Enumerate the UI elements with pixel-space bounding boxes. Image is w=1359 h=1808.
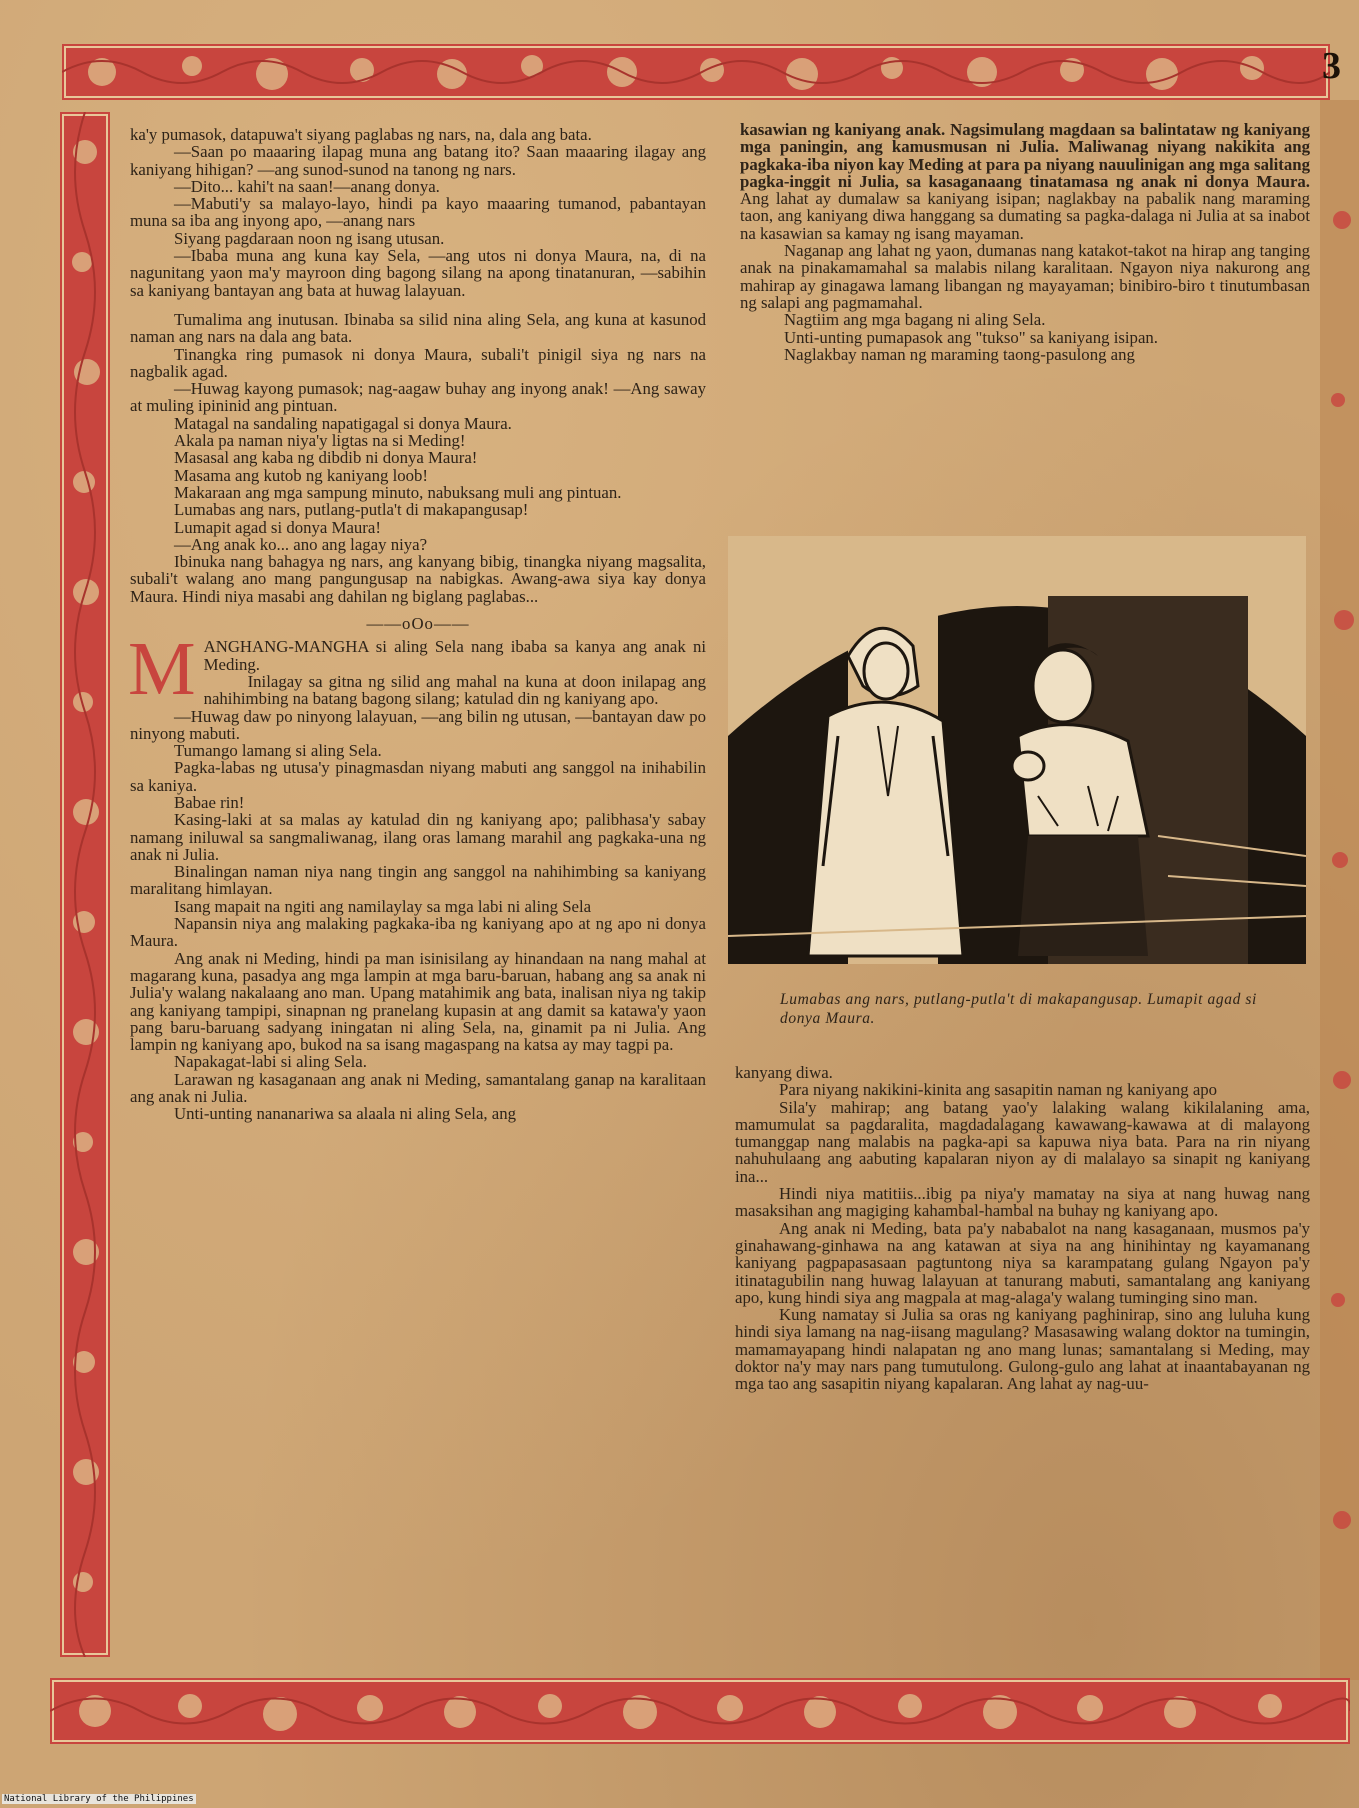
paragraph: Sila'y mahirap; ang batang yao'y lalaking walang kikilalaning ama, mamumulat sa pagdaralita, magdadalagang kawawang-kawawa at di malayong tumanggap nang malabis na pagka-api sa kapuwa niya bata. Para na rin niyang nahuhulaang ang aabuting kapalaran niyon ay di malalayo sa sinapit ng kaniyang ina... xyxy=(735,1097,1310,1186)
woodcut-illustration xyxy=(728,536,1306,964)
paragraph: ka'y pumasok, datapuwa't siyang paglabas ng nars, na, dala ang bata. xyxy=(130,125,592,144)
paragraph: Ang anak ni Meding, hindi pa man isinisilang ay hinandaan na nang mahal at magarang kuna, pasadya ang mga lampin at mga baru-baruan, habang ang sa anak ni Julia'y walang nakalaang ano man. Upang matahimik ang bata, inalisan niya ng takip ang kaniyang tampipi, sinapnan ng pranelang kupasin at ang damit sa katawa'y yaon pang baru-baruang sadyang iningatan ni aling Sela, na, ginamit pa ni Julia. Ang lampin ng kaniyang apo, bukod na sa isang magaspang na katsa ay may tagpi pa. xyxy=(130,948,706,1055)
paragraph: —Saan po maaaring ilapag muna ang batang ito? Saan maaaring ilagay ang kaniyang hihigan? —ang sunod-sunod na tanong ng nars. xyxy=(130,142,706,179)
bold-lead-text: kasawian ng kaniyang anak. Nagsimulang magdaan sa balintataw ng kaniyang mga paningin, ang kamusmusan ni Julia. Maliwanag niyang nakikita ang pagkaka-iba niyon kay Meding at para pa niyang nauulinigan ang mga salitang pagka-inggit ni Julia, sa kasaganaang tinatamasa ng anak ni donya Maura. xyxy=(740,120,1310,191)
paragraph: —Huwag kayong pumasok; nag-aagaw buhay ang inyong anak! —Ang saway at muling ipininid ang pintuan. xyxy=(130,379,706,416)
paragraph: —Huwag daw po ninyong lalayuan, —ang bilin ng utusan, —bantayan daw po ninyong mabuti. xyxy=(130,706,706,743)
page-number: 3 xyxy=(1322,45,1341,87)
lead-continuation: Ang lahat ay dumalaw sa kaniyang isipan; naglakbay na pabalik nang maraming taon, ang kaniyang diwa hanggang sa dumating sa pagka-dalaga ni Julia at sa inabot na kasawian sa kamay ng isang mayaman. xyxy=(740,189,1310,243)
paragraph: Kung namatay si Julia sa oras ng kaniyang paghinirap, sino ang luluha kung hindi siya lamang na nag-iisang magulang? Masasawing walang doktor na tumingin, mamamayapang hindi nalapatan ng ano mang lunas; samantalang si Meding, may doktor na'y may nars pang tumutulong. Gulong-gulo ang lahat at inaantabayanan ng mga tao ang sasapitin niyang kapalaran. Ang lahat ay nag-uu- xyxy=(735,1305,1310,1394)
illustration-caption: Lumabas ang nars, putlang-putla't di makapangusap. Lumapit agad si donya Maura. xyxy=(780,991,1257,1027)
paragraph: Hindi niya matitiis...ibig pa niya'y mamatay na siya at nang huwag nang masaksihan ang magiging kahambal-hambal na buhay ng kaniyang apo. xyxy=(735,1184,1310,1221)
paragraph: Tumalima ang inutusan. Ibinaba sa silid nina aling Sela, ang kuna at kasunod naman ang nars na dala ang bata. xyxy=(130,309,706,347)
left-column xyxy=(130,126,706,1123)
paragraph: Ang anak ni Meding, bata pa'y nababalot na nang kasaganaan, musmos pa'y ginahawang-ginhawa na ang katawan at siya na ang hinihintay ng kayamanang kaniyang pagpapasasaan pagtuntong niya sa karampatang gulang Ngayon pa'y itinatagubilin nang huwag lalayuan at tanurang mabuti, samantalang ang kaniyang apo, kung hindi siya ang magpala at mag-alaga'y walang tuminging sino man. xyxy=(735,1218,1310,1307)
paragraph: Siyang pagdaraan noon ng isang utusan. xyxy=(174,228,445,248)
paragraph: Lumapit agad si donya Maura! xyxy=(174,517,381,537)
dropcap-paragraph xyxy=(128,627,706,712)
paragraph: Larawan ng kasaganaan ang anak ni Meding, samantalang ganap na karalitaan ang anak ni Julia. xyxy=(130,1069,706,1107)
library-credit: National Library of the Philippines xyxy=(4,1794,194,1804)
paragraph: Masasal ang kaba ng dibdib ni donya Maura! xyxy=(174,448,478,468)
paragraph: Lumabas ang nars, putlang-putla't di makapangusap! xyxy=(174,500,529,520)
paragraph: Unti-unting nananariwa sa alaala ni aling Sela, ang xyxy=(174,1104,517,1124)
dropcap-letter: M xyxy=(128,627,196,712)
left-decorative-border xyxy=(60,112,110,1657)
paragraph: Napansin niya ang malaking pagkaka-iba ng kaniyang apo at ng apo ni donya Maura. xyxy=(130,914,706,951)
paragraph: Kasing-laki at sa malas ay katulad din ng kaniyang apo; palibhasa'y sabay namang iniluwal sa sangmaliwanag, ilang oras lamang marahil ang pagkaka-una ng anak ni Julia. xyxy=(130,810,706,864)
paragraph: Tumango lamang si aling Sela. xyxy=(174,741,382,761)
paragraph: Makaraan ang mga sampung minuto, nabuksang muli ang pintuan. xyxy=(174,482,622,502)
paragraph: —Mabuti'y sa malayo-layo, hindi pa kayo maaaring tumanod, pabantayan muna sa iba ang inyong apo, —anang nars xyxy=(130,194,706,231)
paragraph: Unti-unting pumapasok ang "tukso" sa kaniyang isipan. xyxy=(784,327,1158,347)
paragraph: —Ang anak ko... ano ang lagay niya? xyxy=(174,534,428,554)
paragraph: Masama ang kutob ng kaniyang loob! xyxy=(174,465,428,485)
paragraph: Ibinuka nang bahagya ng nars, ang kanyang bibig, tinangka niyang magsalita, subali't walang ano mang pangungusap na nabigkas. Awang-awa siya kay donya Maura. Hindi niya masabi ang dahilan ng biglang paglabas... xyxy=(130,552,706,606)
paragraph: —Ibaba muna ang kuna kay Sela, —ang utos ni donya Maura, na, di na nagunitang yaon ma'y mayroon ding bagong silang na apong tinatanuran, —sabihin sa kaniyang bantayan ang bata at huwag lalayuan. xyxy=(130,246,706,300)
right-decorative-border xyxy=(1320,100,1359,1680)
paragraph: —Dito... kahi't na saan!—anang donya. xyxy=(174,176,440,196)
paragraph: Binalingan naman niya nang tingin ang sanggol na nahihimbing sa kaniyang maralitang himlayan. xyxy=(130,862,706,899)
paragraph: Babae rin! xyxy=(174,792,245,812)
nurse-and-donya-illustration xyxy=(728,536,1306,964)
top-decorative-border xyxy=(62,44,1330,100)
paragraph: Akala pa naman niya'y ligtas na si Meding! xyxy=(174,431,466,451)
paragraph: Napakagat-labi si aling Sela. xyxy=(174,1052,367,1072)
paragraph: Inilagay sa gitna ng silid ang mahal na kuna at doon inilapag ang nahihimbing na batang bagong silang; katulad din ng kaniyang apo. xyxy=(203,671,706,709)
section-separator: ——oOo—— xyxy=(366,614,470,634)
paragraph xyxy=(740,121,1310,242)
paragraph: Pagka-labas ng utusa'y pinagmasdan niyang mabuti ang sanggol na inihabilin sa kaniya. xyxy=(130,758,706,795)
right-column-top xyxy=(740,121,1310,363)
paragraph: Nagtiim ang mga bagang ni aling Sela. xyxy=(784,310,1046,330)
paragraph: Tinangka ring pumasok ni donya Maura, subali't pinigil siya ng nars na nagbalik agad. xyxy=(130,344,706,381)
paragraph: Naglakbay naman ng maraming taong-pasulong ang xyxy=(784,344,1135,364)
paragraph: Para niyang nakikini-kinita ang sasapitin naman ng kaniyang apo xyxy=(779,1080,1218,1100)
paragraph: ANGHANG-MANGHA si aling Sela nang ibaba sa kanya ang anak ni Meding. xyxy=(203,637,706,674)
paragraph: Matagal na sandaling napatigagal si donya Maura. xyxy=(174,413,512,433)
paragraph: Isang mapait na ngiti ang namilaylay sa mga labi ni aling Sela xyxy=(174,896,592,916)
paragraph: kanyang diwa. xyxy=(735,1063,833,1082)
bottom-decorative-border xyxy=(50,1678,1350,1744)
right-column-bottom xyxy=(735,1064,1310,1393)
paragraph: Naganap ang lahat ng yaon, dumanas nang katakot-takot na hirap ang tanging anak na pinakamamahal sa malabis nilang karalitaan. Ngayon niya nakurong ang mahirap ay ginagawa lamang libangan ng mayayaman; binibiro-biro t tinutumbasan ng salapi ang pagmamahal. xyxy=(740,241,1310,312)
